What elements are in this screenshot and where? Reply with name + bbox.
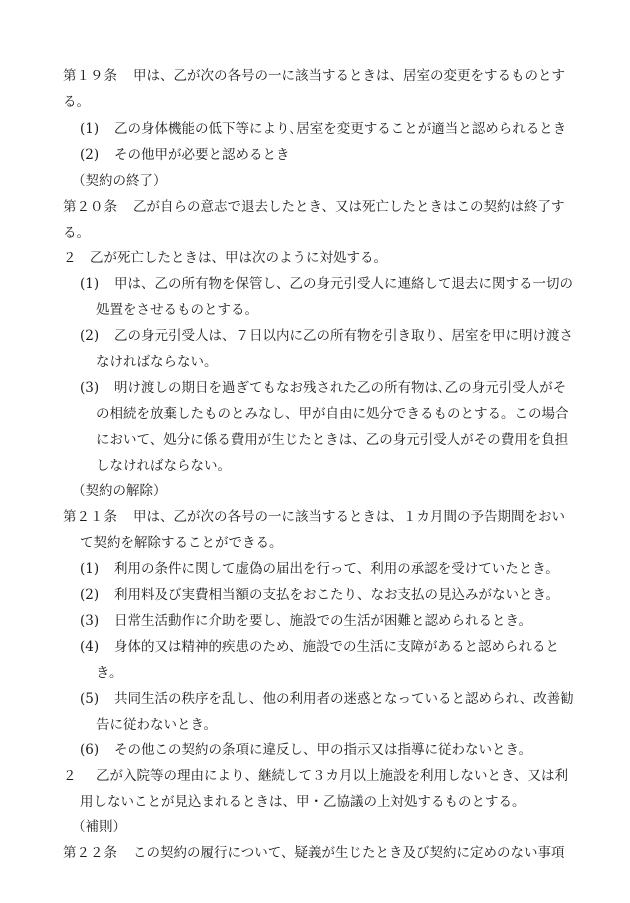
article-19-text-line1: 甲は、乙が次の各号の一に該当するときは、居室の変更をするものとす: [133, 68, 565, 84]
article-21-caption-row: [0, 479, 630, 503]
article-20-heading-line: [0, 195, 630, 219]
article-21-text-line2: て契約を解除することができる。: [80, 535, 283, 551]
article-21-text-line1: 甲は、乙が次の各号の一に該当するときは、１カ月間の予告期間をおい: [133, 509, 565, 525]
paragraph-text: 乙が死亡したときは、甲は次のように対処する。: [90, 250, 387, 266]
article-21-heading-line: [0, 505, 630, 529]
article-21-text-line2-row: [0, 531, 630, 555]
article-20-text-line2: る。: [63, 225, 90, 241]
item-text-line1: 乙の身元引受人は、７日以内に乙の所有物を引き取り、居室を甲に明け渡さ: [114, 328, 573, 344]
article-20-item-3-cont-2: [0, 428, 630, 452]
article-19-item-1: [0, 117, 630, 141]
paragraph-text-line1: 乙が入院等の理由により、継続して３カ月以上施設を利用しないとき、又は利: [96, 768, 568, 784]
item-text-line4: しなければならない。: [96, 458, 231, 474]
item-number: (3): [80, 613, 100, 629]
item-number: (2): [80, 328, 100, 344]
item-number: (2): [80, 587, 100, 603]
item-number: (5): [80, 691, 100, 707]
article-20-caption: （契約の終了）: [72, 173, 167, 189]
article-21-item-5-cont: [0, 713, 630, 737]
article-22-heading-line: [0, 841, 630, 865]
article-19-text-line2: る。: [63, 94, 90, 110]
article-22-text-line1: この契約の履行について、疑義が生じたとき及び契約に定めのない事項: [133, 845, 565, 861]
item-text: その他この契約の条項に違反し、甲の指示又は指導に従わないとき。: [114, 742, 532, 758]
article-20-item-3-cont-1: [0, 402, 630, 426]
article-20-item-1: [0, 272, 630, 296]
article-20-text-line1: 乙が自らの意志で退去したとき、又は死亡したときはこの契約は終了す: [133, 199, 565, 215]
article-21-item-5: [0, 687, 630, 711]
article-22-label: 第２２条: [63, 845, 117, 861]
item-number: (4): [80, 639, 100, 655]
item-number: (6): [80, 742, 100, 758]
item-number: (3): [80, 380, 100, 396]
item-text-line1: 身体的又は精神的疾患のため、施設での生活に支障があると認められると: [114, 639, 559, 655]
item-text-line2: き。: [96, 665, 123, 681]
article-20-paragraph-2: [0, 246, 630, 270]
item-text-line2: 告に従わないとき。: [96, 717, 217, 733]
article-21-item-4-cont: [0, 661, 630, 685]
article-22-caption: （補則）: [72, 819, 126, 835]
item-text-line2: なければならない。: [96, 354, 218, 370]
item-text-line1: 共同生活の秩序を乱し、他の利用者の迷惑となっていると認められ、改善勧: [114, 691, 574, 707]
article-19-text-line2-row: [0, 90, 630, 114]
item-text: 日常生活動作に介助を要し、施設での生活が困難と認められるとき。: [114, 613, 532, 629]
item-text-line2: 処置をさせるものとする。: [96, 302, 258, 318]
item-text-line1: 甲は、乙の所有物を保管し、乙の身元引受人に連絡して退去に関する一切の: [114, 276, 573, 292]
article-20-item-1-cont: [0, 298, 630, 322]
item-text: その他甲が必要と認めるとき: [114, 147, 290, 163]
item-text-line2: の相続を放棄したものとみなし、甲が自由に処分できるものとする。この場合: [96, 406, 569, 422]
article-19-label: 第１９条: [63, 68, 117, 84]
article-20-text-line2-row: [0, 221, 630, 245]
article-21-paragraph-2-cont: [0, 790, 630, 814]
article-19-heading-line: [0, 64, 630, 88]
item-text-line1: 明け渡しの期日を過ぎてもなお残された乙の所有物は､乙の身元引受人がそ: [114, 380, 567, 396]
article-20-item-3: [0, 376, 630, 400]
paragraph-number: ２: [63, 768, 77, 784]
article-21-item-4: [0, 635, 630, 659]
article-19-item-2: [0, 143, 630, 167]
article-20-label: 第２０条: [63, 199, 117, 215]
article-21-item-1: [0, 557, 630, 581]
article-22-caption-row: [0, 815, 630, 839]
item-number: (2): [80, 147, 100, 163]
item-text: 利用料及び実費相当額の支払をおこたり、なお支払の見込みがないとき。: [114, 587, 559, 603]
article-21-item-6: [0, 738, 630, 762]
article-20-caption-row: [0, 169, 630, 193]
item-number: (1): [80, 276, 100, 292]
paragraph-text-line2: 用しないことが見込まれるときは、甲・乙協議の上対処するものとする。: [80, 794, 526, 810]
paragraph-number: ２: [63, 250, 77, 266]
article-20-item-3-cont-3: [0, 454, 630, 478]
item-text: 乙の身体機能の低下等により､居室を変更することが適当と認められるとき: [114, 121, 567, 137]
article-21-item-3: [0, 609, 630, 633]
article-20-item-2-cont: [0, 350, 630, 374]
item-text-line3: において、処分に係る費用が生じたときは、乙の身元引受人がその費用を負担: [96, 432, 569, 448]
item-text: 利用の条件に関して虚偽の届出を行って、利用の承認を受けていたとき。: [114, 561, 559, 577]
article-21-paragraph-2: [0, 764, 630, 788]
article-21-item-2: [0, 583, 630, 607]
article-20-item-2: [0, 324, 630, 348]
item-number: (1): [80, 121, 100, 137]
item-number: (1): [80, 561, 100, 577]
article-21-label: 第２１条: [63, 509, 117, 525]
article-21-caption: （契約の解除）: [72, 483, 167, 499]
